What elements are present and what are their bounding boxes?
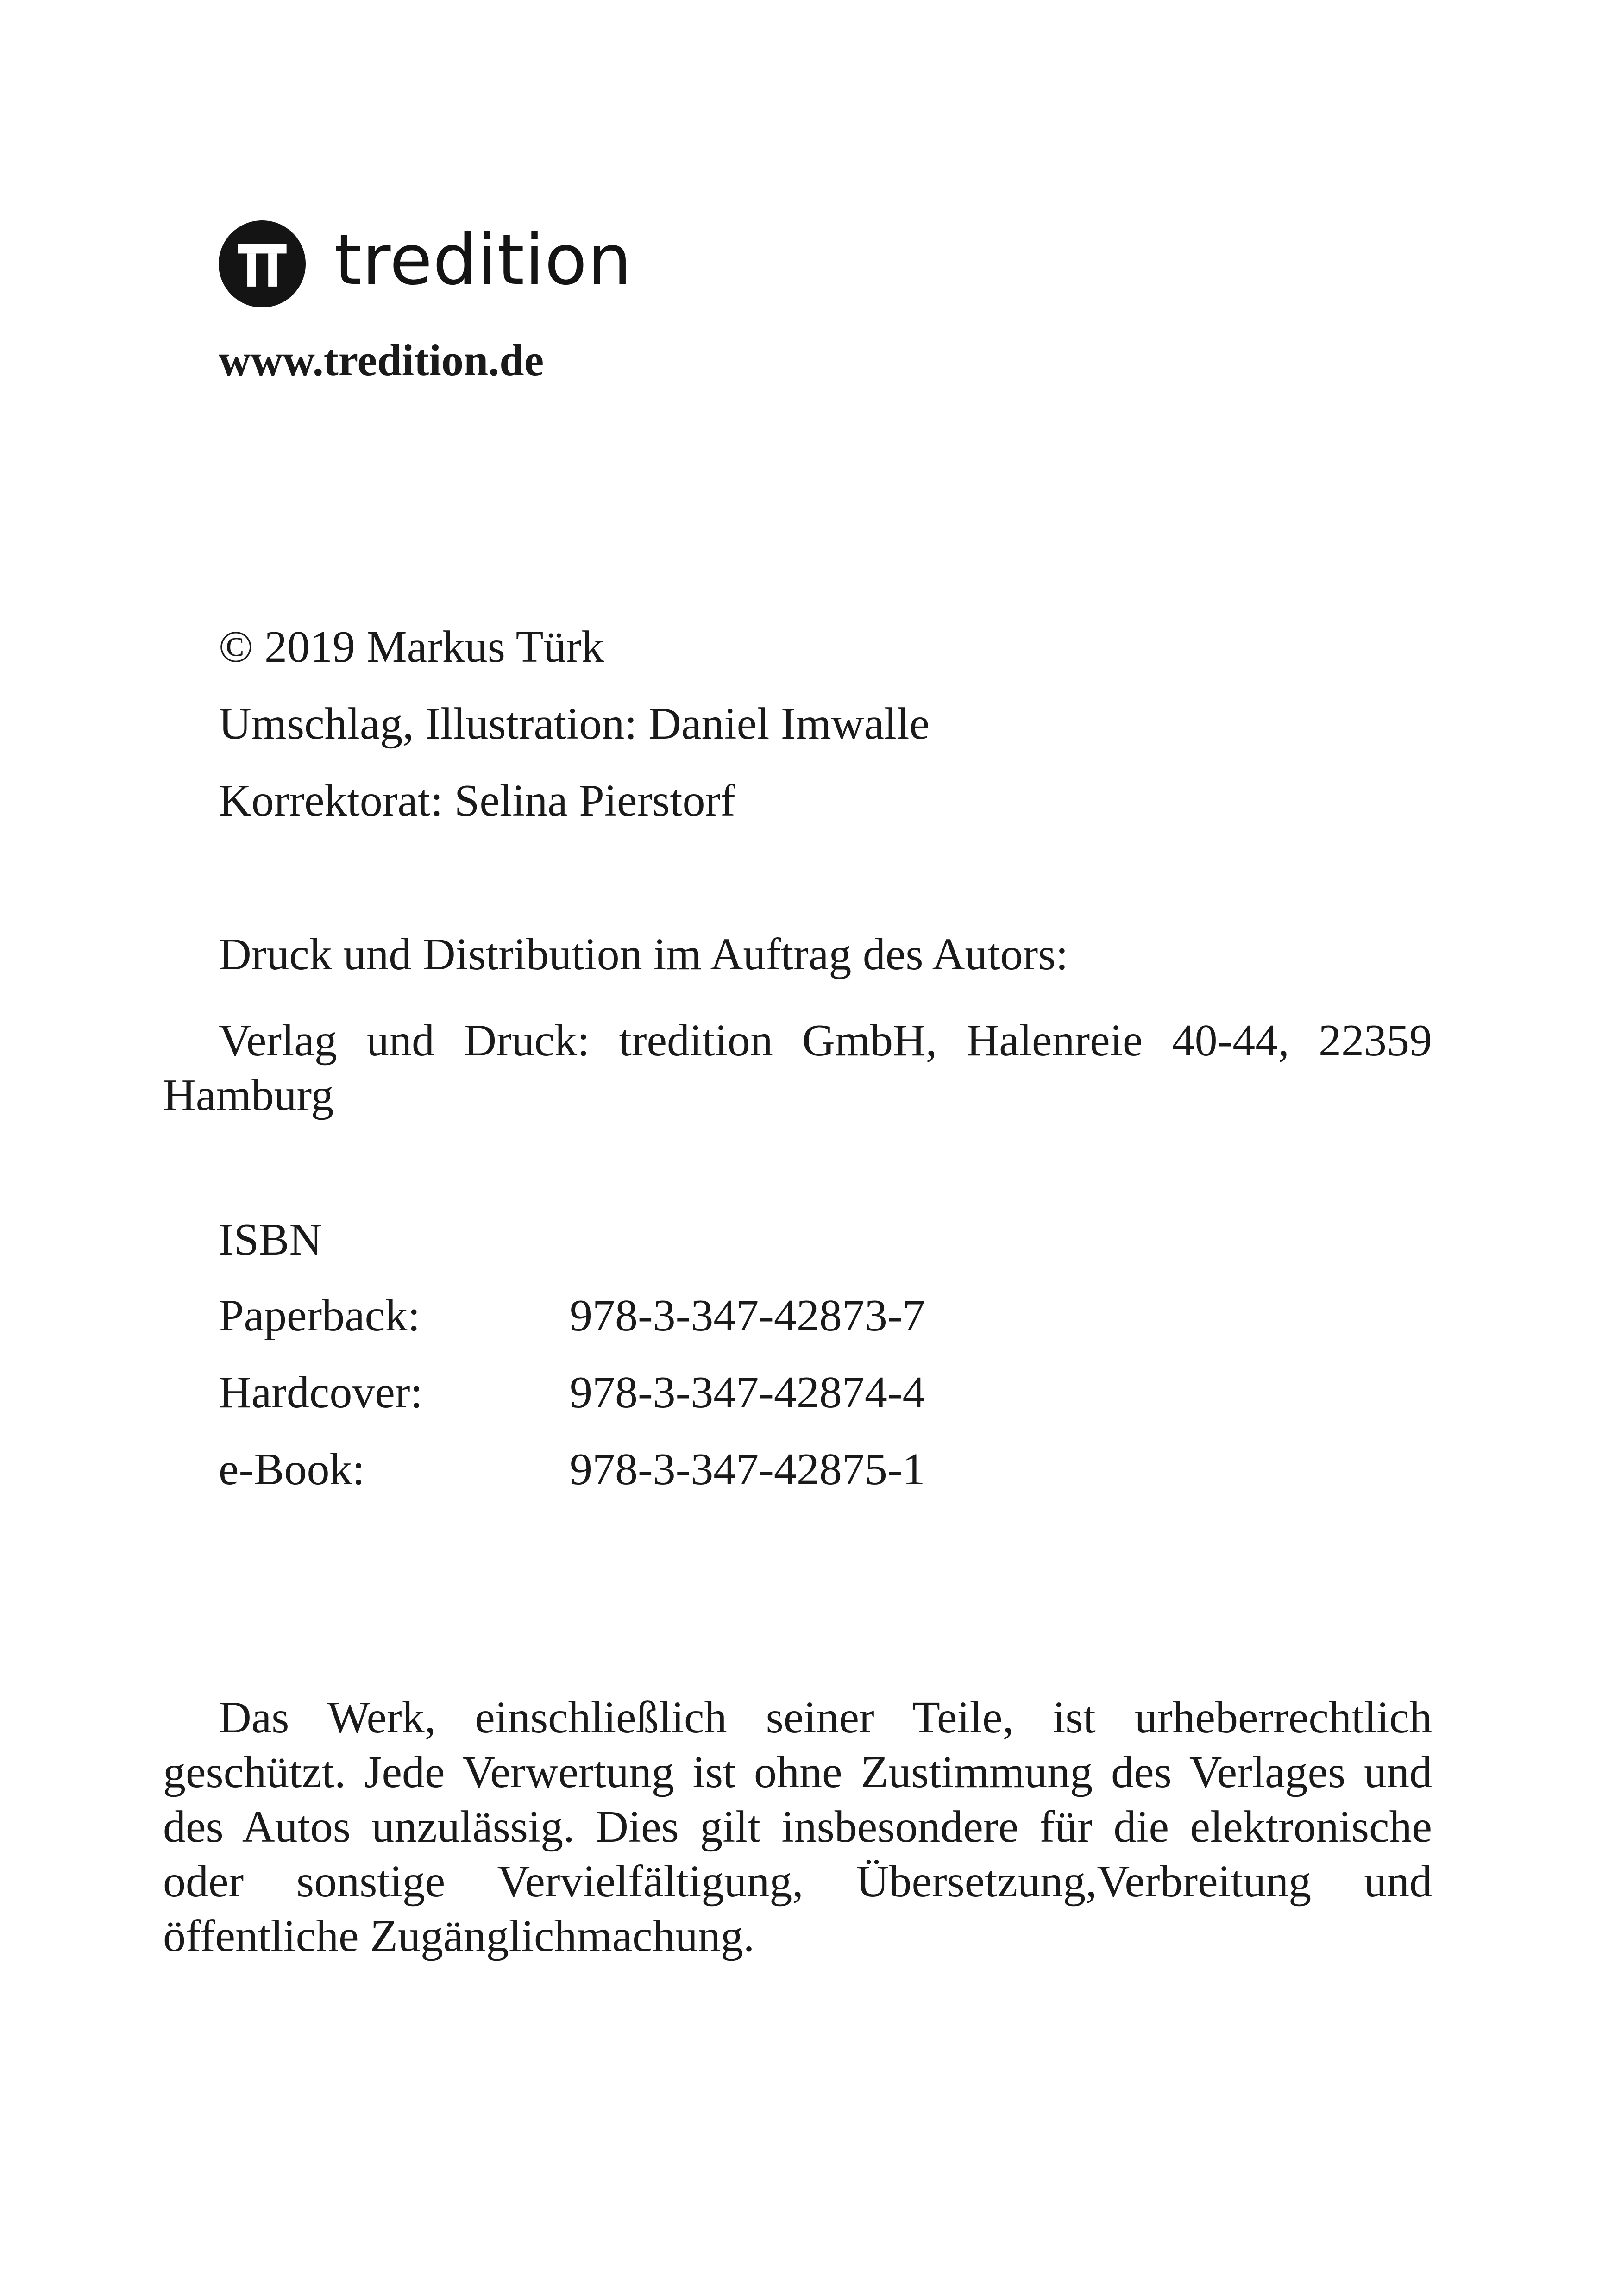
tredition-logo-icon [219, 220, 306, 307]
publisher-address: Verlag und Druck: tredition GmbH, Halenreie 40-44, 22359 Hamburg [163, 1016, 1432, 1120]
isbn-heading: ISBN [219, 1215, 322, 1265]
cover-credit: Umschlag, Illustration: Daniel Imwalle [219, 699, 930, 749]
proofreading-credit: Korrektorat: Selina Pierstorf [219, 776, 735, 826]
isbn-label: e-Book: [219, 1444, 365, 1494]
copyright-line: © 2019 Markus Türk [219, 622, 604, 672]
isbn-label: Paperback: [219, 1291, 421, 1341]
isbn-value: 978-3-347-42875-1 [570, 1444, 925, 1494]
isbn-label: Hardcover: [219, 1368, 423, 1418]
logo-wordmark: tredition [334, 220, 632, 301]
isbn-value: 978-3-347-42873-7 [570, 1291, 925, 1341]
publisher-logo [219, 220, 632, 307]
isbn-value: 978-3-347-42874-4 [570, 1368, 925, 1418]
legal-notice: Das Werk, einschließlich seiner Teile, ist urheberrechtlich geschützt. Jede Verwertung ist ohne Zustimmung des Verlages und des Autos unzulässig. Dies gilt insbesondere für die elektronische oder sonstige Vervielfältigung, Übersetzung,Verbreitung und öffentliche Zugänglichmachung. [163, 1693, 1432, 1961]
website-link[interactable]: www.tredition.de [219, 335, 544, 385]
distribution-intro: Druck und Distribution im Auftrag des Autors: [219, 929, 1068, 979]
